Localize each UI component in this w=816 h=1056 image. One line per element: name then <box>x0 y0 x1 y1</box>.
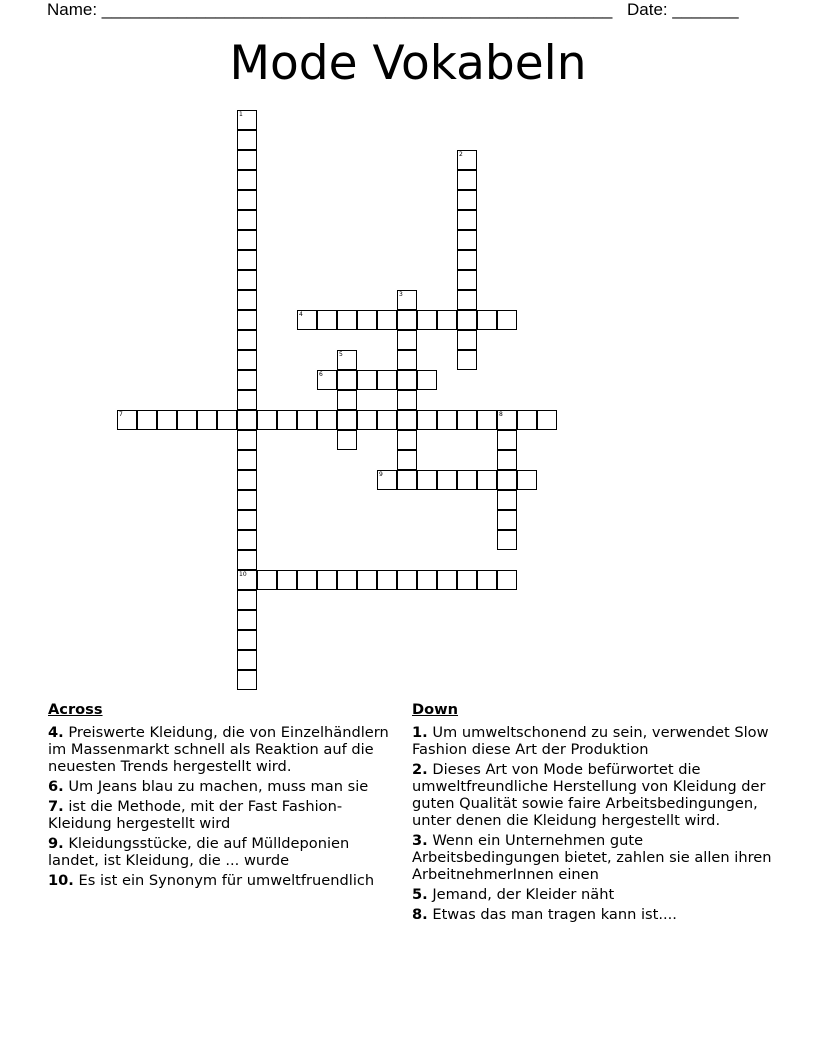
crossword-cell[interactable] <box>237 190 257 210</box>
crossword-cell[interactable] <box>237 110 257 130</box>
crossword-cell[interactable] <box>497 410 517 430</box>
clue-text: Etwas das man tragen kann ist.... <box>432 906 677 923</box>
crossword-cell[interactable] <box>457 150 477 170</box>
clue-number: 1. <box>412 724 428 741</box>
crossword-cell[interactable] <box>237 290 257 310</box>
crossword-cell[interactable] <box>237 590 257 610</box>
crossword-cell[interactable] <box>217 410 237 430</box>
clue-down-1 <box>412 724 772 758</box>
crossword-cell[interactable] <box>397 290 417 310</box>
crossword-cell[interactable] <box>317 370 337 390</box>
clue-down-2 <box>412 761 772 829</box>
crossword-cell[interactable] <box>237 130 257 150</box>
crossword-cell[interactable] <box>317 410 337 430</box>
crossword-cell[interactable] <box>477 410 497 430</box>
crossword-cell[interactable] <box>497 530 517 550</box>
crossword-cell[interactable] <box>317 570 337 590</box>
crossword-cell[interactable] <box>237 530 257 550</box>
clue-number: 4. <box>48 724 64 741</box>
crossword-cell[interactable] <box>497 570 517 590</box>
crossword-cell[interactable] <box>437 470 457 490</box>
clue-text: Dieses Art von Mode befürwortet die umweltfreundliche Herstellung von Kleidung der guten Qualität sowie faire Arbeitsbedingungen, unter denen die Kleidung hergestellt wird. <box>412 761 766 829</box>
crossword-cell[interactable] <box>137 410 157 430</box>
crossword-cell[interactable] <box>237 450 257 470</box>
clue-number-label: 8 <box>499 411 503 418</box>
clue-across-6 <box>48 778 400 795</box>
clue-number: 10. <box>48 872 74 889</box>
clue-number-label: 10 <box>239 571 247 578</box>
crossword-cell[interactable] <box>297 310 317 330</box>
crossword-cell[interactable] <box>437 570 457 590</box>
crossword-cell[interactable] <box>497 430 517 450</box>
crossword-cell[interactable] <box>457 410 477 430</box>
clue-number-label: 6 <box>319 371 323 378</box>
crossword-cell[interactable] <box>157 410 177 430</box>
across-clues <box>48 701 400 892</box>
crossword-cell[interactable] <box>477 310 497 330</box>
crossword-cell[interactable] <box>237 630 257 650</box>
crossword-cell[interactable] <box>237 650 257 670</box>
crossword-cell[interactable] <box>337 350 357 370</box>
clue-text: Wenn ein Unternehmen gute Arbeitsbedingungen bietet, zahlen sie allen ihren ArbeitnehmerInnen einen <box>412 832 772 883</box>
crossword-cell[interactable] <box>197 410 217 430</box>
crossword-cell[interactable] <box>357 410 377 430</box>
clue-text: Es ist ein Synonym für umweltfruendlich <box>78 872 375 889</box>
crossword-cell[interactable] <box>337 410 357 430</box>
crossword-cell[interactable] <box>377 570 397 590</box>
crossword-cell[interactable] <box>237 330 257 350</box>
crossword-cell[interactable] <box>497 490 517 510</box>
crossword-cell[interactable] <box>237 310 257 330</box>
crossword-cell[interactable] <box>497 310 517 330</box>
crossword-cell[interactable] <box>497 470 517 490</box>
clue-number-label: 4 <box>299 311 303 318</box>
crossword-cell[interactable] <box>237 510 257 530</box>
clue-number-label: 9 <box>379 471 383 478</box>
crossword-cell[interactable] <box>477 570 497 590</box>
date-field[interactable]: Date: _______ <box>627 0 739 19</box>
clue-number: 3. <box>412 832 428 849</box>
page-title: Mode Vokabeln <box>229 36 587 91</box>
crossword-cell[interactable] <box>237 670 257 690</box>
clue-text: Preiswerte Kleidung, die von Einzelhändlern im Massenmarkt schnell als Reaktion auf die neuesten Trends hergestellt wird. <box>48 724 389 775</box>
crossword-cell[interactable] <box>237 410 257 430</box>
crossword-cell[interactable] <box>117 410 137 430</box>
crossword-cell[interactable] <box>537 410 557 430</box>
crossword-cell[interactable] <box>457 570 477 590</box>
clue-down-3 <box>412 832 772 883</box>
crossword-cell[interactable] <box>277 410 297 430</box>
crossword-cell[interactable] <box>457 350 477 370</box>
crossword-cell[interactable] <box>237 230 257 250</box>
crossword-cell[interactable] <box>337 310 357 330</box>
crossword-cell[interactable] <box>237 270 257 290</box>
crossword-cell[interactable] <box>337 570 357 590</box>
clue-text: Jemand, der Kleider näht <box>432 886 615 903</box>
crossword-cell[interactable] <box>457 230 477 250</box>
crossword-cell[interactable] <box>237 430 257 450</box>
crossword-cell[interactable] <box>237 370 257 390</box>
crossword-cell[interactable] <box>397 410 417 430</box>
clue-across-7 <box>48 798 400 832</box>
crossword-cell[interactable] <box>337 390 357 410</box>
clue-number-label: 7 <box>119 411 123 418</box>
clue-number-label: 3 <box>399 291 403 298</box>
down-clues <box>412 701 772 926</box>
crossword-cell[interactable] <box>237 350 257 370</box>
crossword-cell[interactable] <box>237 210 257 230</box>
crossword-cell[interactable] <box>497 450 517 470</box>
crossword-cell[interactable] <box>337 430 357 450</box>
across-heading: Across <box>48 701 103 718</box>
crossword-cell[interactable] <box>397 310 417 330</box>
crossword-cell[interactable] <box>397 570 417 590</box>
clue-number-label: 2 <box>459 151 463 158</box>
crossword-cell[interactable] <box>377 310 397 330</box>
clue-number: 8. <box>412 906 428 923</box>
clue-text: Kleidungsstücke, die auf Mülldeponien landet, ist Kleidung, die ... wurde <box>48 835 350 869</box>
crossword-cell[interactable] <box>237 550 257 570</box>
crossword-cell[interactable] <box>517 470 537 490</box>
crossword-cell[interactable] <box>497 510 517 530</box>
down-heading: Down <box>412 701 459 718</box>
crossword-cell[interactable] <box>377 470 397 490</box>
crossword-cell[interactable] <box>377 410 397 430</box>
crossword-cell[interactable] <box>477 470 497 490</box>
crossword-cell[interactable] <box>337 370 357 390</box>
clue-text: Um Jeans blau zu machen, muss man sie <box>68 778 369 795</box>
crossword-cell[interactable] <box>417 410 437 430</box>
crossword-cell[interactable] <box>237 390 257 410</box>
clue-number: 2. <box>412 761 428 778</box>
crossword-cell[interactable] <box>397 390 417 410</box>
crossword-cell[interactable] <box>457 170 477 190</box>
crossword-cell[interactable] <box>457 250 477 270</box>
crossword-cell[interactable] <box>237 150 257 170</box>
clue-number: 6. <box>48 778 64 795</box>
crossword-cell[interactable] <box>457 210 477 230</box>
crossword-cell[interactable] <box>297 410 317 430</box>
clue-across-9 <box>48 835 400 869</box>
clue-number: 5. <box>412 886 428 903</box>
clue-across-4 <box>48 724 400 775</box>
crossword-cell[interactable] <box>417 470 437 490</box>
crossword-cell[interactable] <box>457 270 477 290</box>
crossword-cell[interactable] <box>377 370 397 390</box>
crossword-cell[interactable] <box>277 570 297 590</box>
crossword-cell[interactable] <box>237 490 257 510</box>
crossword-cell[interactable] <box>457 190 477 210</box>
clue-text: ist die Methode, mit der Fast Fashion-Kleidung hergestellt wird <box>48 798 343 832</box>
crossword-cell[interactable] <box>397 350 417 370</box>
crossword-cell[interactable] <box>397 330 417 350</box>
crossword-cell[interactable] <box>357 370 377 390</box>
crossword-cell[interactable] <box>257 410 277 430</box>
crossword-cell[interactable] <box>437 410 457 430</box>
clue-number: 9. <box>48 835 64 852</box>
crossword-cell[interactable] <box>237 610 257 630</box>
crossword-cell[interactable] <box>397 470 417 490</box>
clue-number: 7. <box>48 798 64 815</box>
crossword-cell[interactable] <box>317 310 337 330</box>
crossword-cell[interactable] <box>417 370 437 390</box>
crossword-cell[interactable] <box>397 430 417 450</box>
crossword-cell[interactable] <box>357 570 377 590</box>
crossword-cell[interactable] <box>237 470 257 490</box>
clue-down-5 <box>412 886 772 903</box>
clue-text: Um umweltschonend zu sein, verwendet Slow Fashion diese Art der Produktion <box>412 724 769 758</box>
crossword-cell[interactable] <box>237 170 257 190</box>
clue-number-label: 1 <box>239 111 243 118</box>
crossword-cell[interactable] <box>237 250 257 270</box>
crossword-cell[interactable] <box>257 570 277 590</box>
crossword-cell[interactable] <box>457 330 477 350</box>
crossword-cell[interactable] <box>417 310 437 330</box>
crossword-cell[interactable] <box>457 310 477 330</box>
crossword-cell[interactable] <box>517 410 537 430</box>
crossword-cell[interactable] <box>397 450 417 470</box>
crossword-cell[interactable] <box>417 570 437 590</box>
crossword-cell[interactable] <box>457 470 477 490</box>
name-field[interactable]: Name: ______________________________________________________ <box>47 0 613 19</box>
crossword-cell[interactable] <box>397 370 417 390</box>
clue-down-8 <box>412 906 772 923</box>
clue-number-label: 5 <box>339 351 343 358</box>
crossword-cell[interactable] <box>237 570 257 590</box>
clue-across-10 <box>48 872 400 889</box>
crossword-cell[interactable] <box>297 570 317 590</box>
crossword-cell[interactable] <box>437 310 457 330</box>
crossword-cell[interactable] <box>457 290 477 310</box>
crossword-cell[interactable] <box>357 310 377 330</box>
crossword-cell[interactable] <box>177 410 197 430</box>
